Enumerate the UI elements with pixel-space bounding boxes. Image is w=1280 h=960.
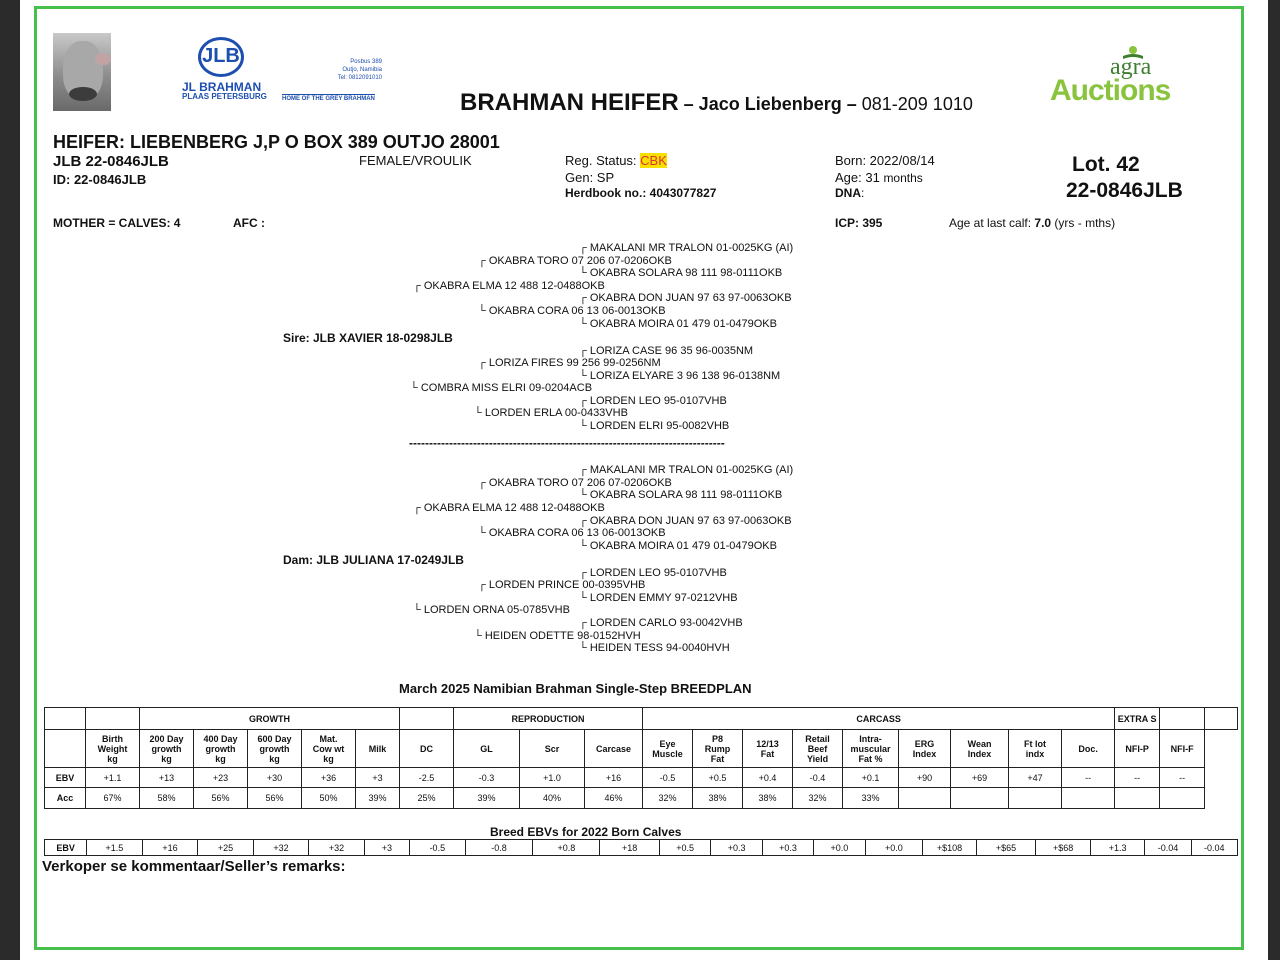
column-header-line: DC: [420, 743, 434, 754]
pedigree-line: └ LORDEN ELRI 95-0082VHB: [579, 420, 730, 432]
column-header-row: [45, 730, 1238, 768]
pedigree-line: ┌ LORDEN LEO 95-0107VHB: [579, 567, 727, 579]
breed-avg-value: +$108: [923, 840, 976, 856]
reg-status-value: CBK: [640, 153, 667, 168]
ebv-value: +0.5: [693, 768, 743, 788]
breed-avg-value: +3: [364, 840, 409, 856]
breed-avg-value: +0.0: [814, 840, 865, 856]
acc-value: [1115, 788, 1160, 809]
breed-avg-table: [44, 839, 1238, 856]
breed-avg-value: +16: [142, 840, 198, 856]
column-header: [302, 730, 356, 768]
breedplan-title: March 2025 Namibian Brahman Single-Step BREEDPLAN: [399, 681, 752, 696]
breed-avg-value: -0.04: [1145, 840, 1191, 856]
ebv-value: +69: [951, 768, 1009, 788]
breed-avg-value: +18: [600, 840, 660, 856]
breed-avg-row: [45, 840, 1238, 856]
column-header: [140, 730, 194, 768]
column-header: [356, 730, 400, 768]
age-last-label: Age at last calf:: [949, 216, 1035, 230]
empty-cell: [400, 708, 454, 730]
column-header-line: Muscle: [652, 748, 683, 759]
column-header: [693, 730, 743, 768]
pedigree-line: └ OKABRA CORA 06 13 06-0013OKB: [478, 527, 666, 539]
acc-value: [1009, 788, 1062, 809]
acc-row: [45, 788, 1238, 809]
column-header-line: NFI-F: [1170, 743, 1194, 754]
pedigree-line: └ HEIDEN TESS 94-0040HVH: [579, 642, 730, 654]
auction-page: [20, 0, 1268, 960]
column-header: [194, 730, 248, 768]
ebv-table: [44, 707, 1238, 809]
pedigree-line: ┌ LORIZA CASE 96 35 96-0035NM: [579, 345, 754, 357]
ebv-value: +1.0: [520, 768, 585, 788]
column-header-line: Birth: [102, 733, 123, 744]
pedigree-line: └ HEIDEN ODETTE 98-0152HVH: [474, 630, 641, 642]
column-header-line: 600 Day: [257, 733, 292, 744]
breed-avg-value: +0.3: [711, 840, 762, 856]
column-header-line: Yield: [806, 753, 829, 764]
column-header-line: kg: [323, 753, 334, 764]
jlb-logo-name: JL BRAHMAN: [182, 80, 262, 94]
pedigree-line: └ OKABRA MOIRA 01 479 01-0479OKB: [579, 540, 777, 552]
ebv-value: +36: [302, 768, 356, 788]
icp: ICP: 395: [835, 216, 883, 230]
ebv-row: [45, 768, 1238, 788]
age-last-calf: [949, 216, 1115, 230]
breed-avg-title: Breed EBVs for 2022 Born Calves: [490, 825, 682, 839]
column-header-line: kg: [107, 753, 118, 764]
ebv-value: +0.4: [743, 768, 793, 788]
acc-value: 58%: [140, 788, 194, 809]
column-header: [248, 730, 302, 768]
age-label: Age: 31: [835, 170, 884, 185]
acc-value: 33%: [843, 788, 899, 809]
empty-cell: [1160, 708, 1205, 730]
column-header-line: Fat: [710, 753, 725, 764]
column-header: [1062, 730, 1115, 768]
ebv-value: --: [1115, 768, 1160, 788]
acc-value: 39%: [356, 788, 400, 809]
gen: Gen: SP: [565, 170, 615, 185]
column-header-line: kg: [269, 753, 280, 764]
afc: AFC :: [233, 216, 265, 230]
pedigree-line: ┌ LORDEN LEO 95-0107VHB: [579, 395, 727, 407]
pedigree-line: ┌ LORDEN PRINCE 00-0395VHB: [478, 579, 646, 591]
jlb-logo-mark: JLB: [198, 37, 244, 77]
column-header: [1115, 730, 1160, 768]
column-header-line: Retail: [805, 733, 830, 744]
pedigree-line: ┌ LORDEN CARLO 93-0042VHB: [579, 617, 743, 629]
column-header-line: growth: [205, 743, 236, 754]
sire-label: Sire: JLB XAVIER 18-0298JLB: [283, 331, 453, 345]
ebv-value: +47: [1009, 768, 1062, 788]
column-header-line: ERG: [914, 738, 935, 749]
empty-cell: [1205, 708, 1238, 730]
column-header-line: Scr: [544, 743, 560, 754]
ebv-value: -0.3: [454, 768, 520, 788]
ebv-value: -0.5: [643, 768, 693, 788]
pedigree-line: └ LORDEN ORNA 05-0785VHB: [413, 604, 570, 616]
column-header: [899, 730, 951, 768]
column-header-line: Index: [967, 748, 992, 759]
column-header-line: Index: [912, 748, 937, 759]
column-header-line: NFI-P: [1125, 743, 1149, 754]
jlb-logo-sub: PLAAS PETERSBURG: [182, 92, 267, 101]
herdbook-label: Herdbook no.:: [565, 186, 650, 200]
breed-avg-value: +$65: [976, 840, 1036, 856]
breed-avg-label: EBV: [45, 840, 87, 856]
column-header-line: Intra-: [859, 733, 882, 744]
acc-value: 40%: [520, 788, 585, 809]
ebv-value: -2.5: [400, 768, 454, 788]
bull-photo: [53, 33, 111, 111]
empty-cell: [45, 730, 86, 768]
age-last-value: 7.0: [1034, 216, 1052, 230]
pedigree-line: ┌ OKABRA ELMA 12 488 12-0488OKB: [413, 502, 605, 514]
acc-value: [899, 788, 951, 809]
column-header: [520, 730, 585, 768]
column-header: [951, 730, 1009, 768]
group-carcass: CARCASS: [643, 708, 1115, 730]
column-header: [793, 730, 843, 768]
agra-logo-small: agra: [1110, 54, 1152, 80]
acc-value: 38%: [693, 788, 743, 809]
column-header: [86, 730, 140, 768]
pedigree-line: └ LORDEN ERLA 00-0433VHB: [474, 407, 628, 419]
column-header: [843, 730, 899, 768]
column-header: [643, 730, 693, 768]
title-phone: 081-209 1010: [861, 94, 973, 114]
column-header-line: Ft lot: [1024, 738, 1047, 749]
address-line-2: Outjo, Namibia: [342, 67, 382, 73]
animal-sex: FEMALE/VROULIK: [359, 153, 472, 168]
column-header: [1009, 730, 1062, 768]
pedigree-line: └ OKABRA MOIRA 01 479 01-0479OKB: [579, 318, 777, 330]
lot-number: Lot. 42: [1072, 153, 1140, 176]
pedigree-line: ┌ LORIZA FIRES 99 256 99-0256NM: [478, 357, 661, 369]
dna: [835, 186, 864, 200]
herdbook: [565, 186, 716, 200]
animal-code: JLB 22-0846JLB: [53, 153, 169, 170]
acc-value: 67%: [86, 788, 140, 809]
acc-value: [951, 788, 1009, 809]
column-header-line: 400 Day: [203, 733, 238, 744]
breed-avg-value: +0.3: [762, 840, 813, 856]
dna-colon: :: [861, 186, 865, 200]
pedigree-line: ┌ OKABRA TORO 07 206 07-0206OKB: [478, 255, 672, 267]
ebv-value: +30: [248, 768, 302, 788]
lot-id: 22-0846JLB: [1066, 179, 1183, 202]
mother-calves: MOTHER = CALVES: 4: [53, 216, 181, 230]
column-header-line: kg: [215, 753, 226, 764]
acc-value: 56%: [248, 788, 302, 809]
column-header-line: kg: [161, 753, 172, 764]
pedigree-line: ┌ OKABRA DON JUAN 97 63 97-0063OKB: [579, 515, 792, 527]
column-header-line: P8: [712, 733, 724, 744]
column-header-line: Doc.: [1078, 743, 1098, 754]
reg-status-label: Reg. Status:: [565, 153, 641, 168]
age: [835, 170, 923, 185]
column-header: [454, 730, 520, 768]
acc-value: 56%: [194, 788, 248, 809]
ebv-label: EBV: [45, 768, 86, 788]
breed-avg-value: +1.3: [1090, 840, 1145, 856]
ebv-value: -0.4: [793, 768, 843, 788]
animal-id: ID: 22-0846JLB: [53, 172, 147, 187]
column-header-line: Cow wt: [312, 743, 345, 754]
born: Born: 2022/08/14: [835, 153, 935, 168]
breed-avg-value: +1.5: [87, 840, 143, 856]
group-extra: EXTRA S: [1115, 708, 1160, 730]
acc-value: 46%: [585, 788, 643, 809]
pedigree-line: └ OKABRA CORA 06 13 06-0013OKB: [478, 305, 666, 317]
column-header-line: 12/13: [756, 738, 779, 749]
column-header-line: GL: [480, 743, 493, 754]
column-header-line: Beef: [807, 743, 828, 754]
ebv-value: +1.1: [86, 768, 140, 788]
seller-remarks: Verkoper se kommentaar/Seller’s remarks:: [42, 858, 346, 875]
column-header-line: Wean: [967, 738, 992, 749]
acc-value: 32%: [793, 788, 843, 809]
acc-value: [1160, 788, 1205, 809]
pedigree-line: ┌ OKABRA ELMA 12 488 12-0488OKB: [413, 280, 605, 292]
acc-value: 25%: [400, 788, 454, 809]
pedigree-line: ┌ MAKALANI MR TRALON 01-0025KG (AI): [579, 242, 794, 254]
agra-logo-big: Auctions: [1050, 74, 1171, 107]
dna-label: DNA: [835, 186, 861, 200]
group-header-row: [45, 708, 1238, 730]
breed-avg-value: +25: [198, 840, 254, 856]
acc-value: 39%: [454, 788, 520, 809]
column-header: [585, 730, 643, 768]
breed-avg-value: -0.04: [1191, 840, 1237, 856]
group-reproduction: REPRODUCTION: [454, 708, 643, 730]
column-header-line: Mat.: [319, 733, 338, 744]
pedigree-line: └ COMBRA MISS ELRI 09-0204ACB: [410, 382, 593, 394]
pedigree-line: ┌ MAKALANI MR TRALON 01-0025KG (AI): [579, 464, 794, 476]
column-header-line: Fat %: [858, 753, 883, 764]
pedigree-line: ┌ OKABRA TORO 07 206 07-0206OKB: [478, 477, 672, 489]
acc-value: 50%: [302, 788, 356, 809]
title-main: BRAHMAN HEIFER: [460, 89, 679, 116]
column-header: [743, 730, 793, 768]
column-header: [1160, 730, 1205, 768]
logo-tagline: HOME OF THE GREY BRAHMAN: [282, 96, 375, 102]
breed-avg-value: -0.5: [410, 840, 466, 856]
pedigree-line: └ LORIZA ELYARE 3 96 138 96-0138NM: [579, 370, 781, 382]
ebv-value: +16: [585, 768, 643, 788]
breed-avg-value: +0.0: [865, 840, 923, 856]
empty-cell: [45, 708, 86, 730]
ebv-value: --: [1160, 768, 1205, 788]
herdbook-value: 4043077827: [649, 186, 717, 200]
address-line-1: Posbus 389: [350, 59, 382, 65]
acc-value: [1062, 788, 1115, 809]
empty-cell: [86, 708, 140, 730]
page-title: [460, 89, 973, 117]
acc-value: 32%: [643, 788, 693, 809]
breed-avg-value: +$68: [1036, 840, 1091, 856]
column-header-line: muscular: [850, 743, 891, 754]
column-header-line: Weight: [97, 743, 128, 754]
title-dash: – Jaco Liebenberg –: [678, 94, 862, 114]
breed-avg-value: +32: [253, 840, 309, 856]
acc-value: 38%: [743, 788, 793, 809]
breed-avg-value: +32: [309, 840, 365, 856]
age-unit: months: [883, 171, 923, 185]
column-header: [400, 730, 454, 768]
column-header-line: indx: [1025, 748, 1045, 759]
age-last-unit: (yrs - mths): [1051, 216, 1116, 230]
pedigree-line: └ OKABRA SOLARA 98 111 98-0111OKB: [579, 489, 783, 501]
breed-avg-value: +0.8: [533, 840, 600, 856]
column-header-line: Rump: [704, 743, 731, 754]
pedigree-line: ┌ OKABRA DON JUAN 97 63 97-0063OKB: [579, 292, 792, 304]
column-header-line: Carcase: [596, 743, 632, 754]
acc-label: Acc: [45, 788, 86, 809]
reg-status: [565, 153, 667, 168]
pedigree-separator: -------------------------------------------------------------------------------: [409, 436, 725, 450]
column-header-line: Milk: [368, 743, 387, 754]
column-header-line: 200 Day: [149, 733, 184, 744]
column-header-line: Fat: [760, 748, 775, 759]
ebv-value: +3: [356, 768, 400, 788]
pedigree-line: └ LORDEN EMMY 97-0212VHB: [579, 592, 738, 604]
breed-avg-value: -0.8: [465, 840, 533, 856]
column-header-line: growth: [151, 743, 182, 754]
group-growth: GROWTH: [140, 708, 400, 730]
breed-avg-value: +0.5: [659, 840, 710, 856]
pedigree-line: └ OKABRA SOLARA 98 111 98-0111OKB: [579, 267, 783, 279]
dam-label: Dam: JLB JULIANA 17-0249JLB: [283, 553, 464, 567]
address-line-3: Tel: 0812091010: [337, 75, 382, 81]
column-header-line: growth: [259, 743, 290, 754]
ebv-value: +0.1: [843, 768, 899, 788]
column-header-line: Eye: [659, 738, 676, 749]
ebv-value: +13: [140, 768, 194, 788]
ebv-value: --: [1062, 768, 1115, 788]
ebv-value: +23: [194, 768, 248, 788]
ebv-value: +90: [899, 768, 951, 788]
heifer-heading: HEIFER: LIEBENBERG J,P O BOX 389 OUTJO 28001: [53, 132, 500, 152]
